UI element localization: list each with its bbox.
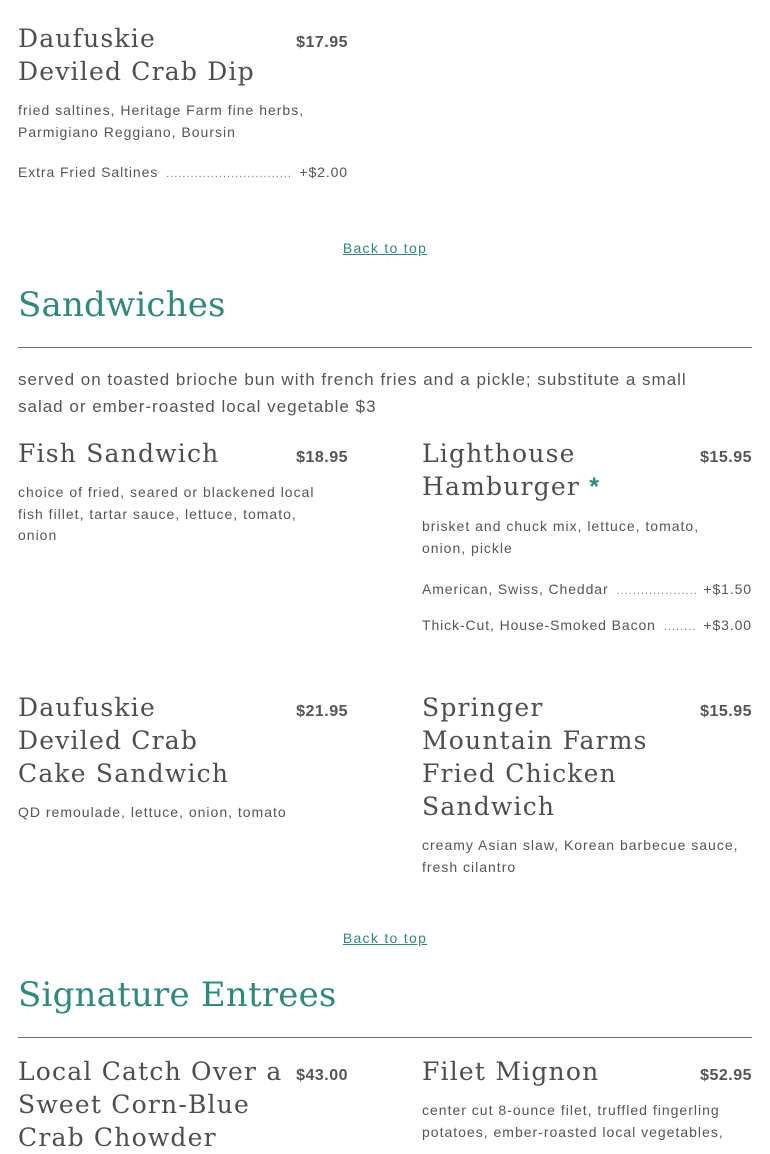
addon-label: Thick-Cut, House-Smoked Bacon: [422, 617, 656, 633]
menu-item-fish-sandwich: [18, 437, 348, 547]
item-price: $15.95: [700, 449, 752, 466]
raw-warning-marker-icon: *: [589, 473, 601, 501]
menu-item-crab-cake-sandwich: [18, 691, 348, 824]
section-divider: [18, 347, 752, 348]
addon-price: +$3.00: [703, 617, 752, 633]
leader-dots: [166, 168, 293, 180]
item-name: Fish Sandwich: [18, 439, 220, 468]
section-divider: [18, 1037, 752, 1038]
item-description: center cut 8-ounce filet, truffled fingerling potatoes, ember-roasted local vegetables,: [422, 1102, 724, 1140]
addon-label: American, Swiss, Cheddar: [422, 581, 609, 597]
leader-dots: [664, 621, 698, 633]
item-price: $18.95: [296, 449, 348, 466]
item-name: [422, 437, 672, 504]
item-description: QD remoulade, lettuce, onion, tomato: [18, 804, 287, 820]
item-description: creamy Asian slaw, Korean barbecue sauce, fresh cilantro: [422, 837, 739, 875]
back-to-top-link[interactable]: Back to top: [342, 930, 428, 946]
section-intro: served on toasted brioche bun with french fries and a pickle; substitute a small salad or ember-roasted local vegetable $3: [18, 370, 687, 416]
section-title-signature-entrees: Signature Entrees: [18, 975, 337, 1015]
addon-label: Extra Fried Saltines: [18, 164, 159, 180]
item-price: $43.00: [296, 1067, 348, 1084]
item-name: Springer Mountain Farms Fried Chicken Sandwich: [422, 693, 648, 821]
menu-item-lighthouse-hamburger: [422, 437, 752, 633]
item-name: Local Catch Over a Sweet Corn-Blue Crab Chowder: [18, 1057, 283, 1152]
item-price: $15.95: [700, 703, 752, 720]
item-name-text: Lighthouse Hamburger: [422, 439, 581, 501]
addon-row: [422, 581, 752, 597]
section-title-sandwiches: Sandwiches: [18, 285, 226, 325]
leader-dots: [617, 585, 698, 597]
addon-price: +$1.50: [703, 581, 752, 597]
item-price: $17.95: [296, 34, 348, 51]
menu-item-fried-chicken-sandwich: [422, 691, 752, 878]
item-description: choice of fried, seared or blackened local fish fillet, tartar sauce, lettuce, tomato, onion: [18, 484, 315, 543]
item-price: $21.95: [296, 703, 348, 720]
item-name: Filet Mignon: [422, 1057, 600, 1086]
item-price: $52.95: [700, 1067, 752, 1084]
menu-item-crab-dip: [18, 22, 348, 180]
item-description: fried saltines, Heritage Farm fine herbs, Parmigiano Reggiano, Boursin: [18, 102, 305, 140]
menu-item-filet-mignon: [422, 1055, 752, 1143]
item-description: brisket and chuck mix, lettuce, tomato, onion, pickle: [422, 518, 700, 556]
item-name: Daufuskie Deviled Crab Dip: [18, 24, 255, 86]
back-to-top-link[interactable]: Back to top: [342, 240, 428, 256]
addon-row: [422, 617, 752, 633]
menu-item-local-catch: [18, 1055, 348, 1154]
item-name: Daufuskie Deviled Crab Cake Sandwich: [18, 693, 230, 788]
addon-price: +$2.00: [299, 164, 348, 180]
addon-row: [18, 164, 348, 180]
